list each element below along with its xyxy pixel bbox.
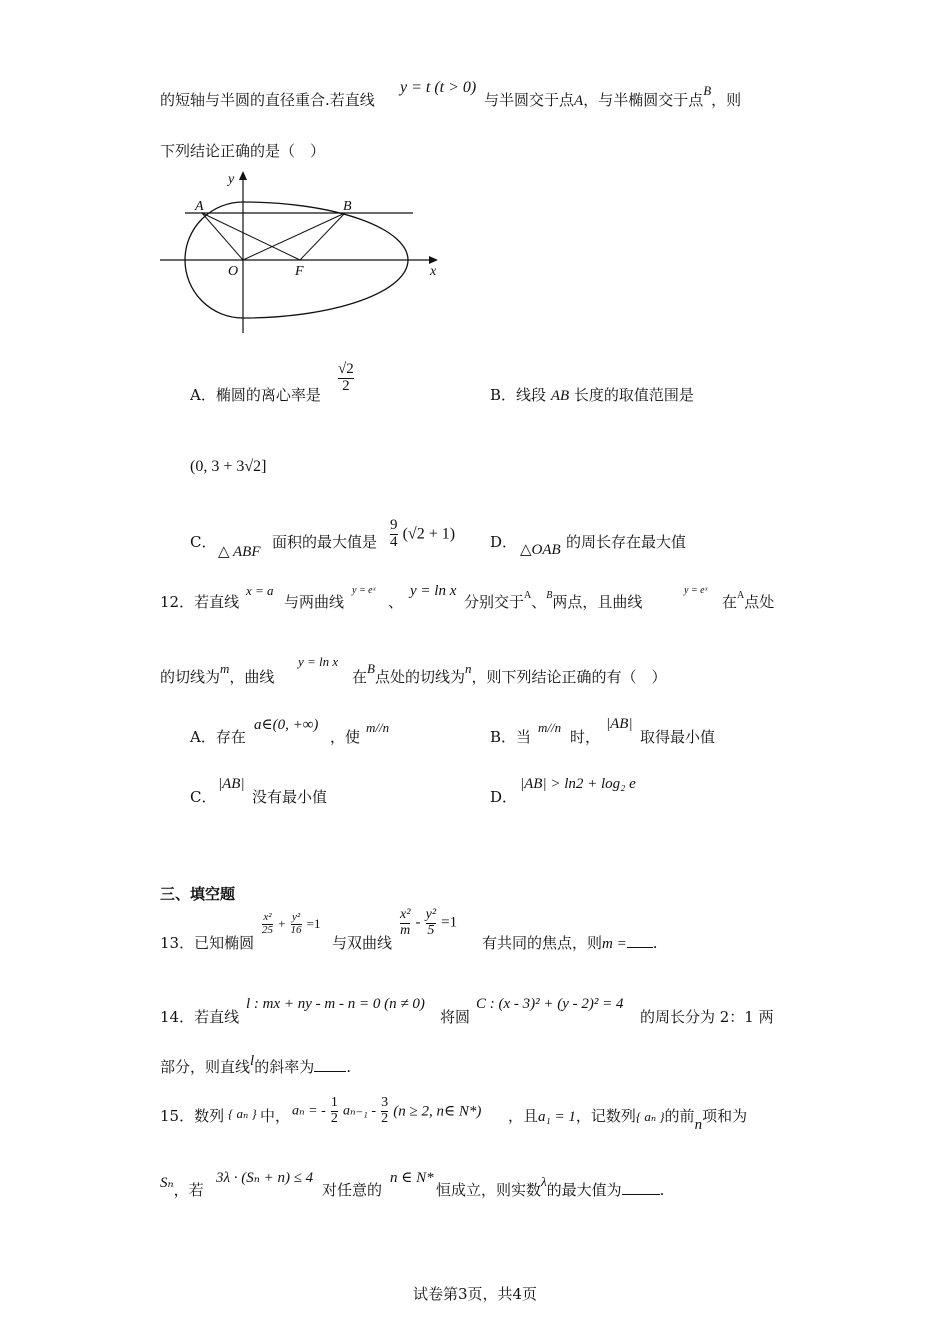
ellipse-figure [155,165,455,340]
q12-option-a-eq: a∈(0, +∞) [254,717,319,733]
q12-eq-ln: y = ln x [410,583,457,599]
q12-line2: 的切线为m，曲线 [160,661,275,686]
q11-option-d-tri: △OAB [520,542,561,558]
q15-l2b: 对任意的 [322,1181,383,1199]
q12-option-b-mid: 时， [570,728,601,746]
q15-t1: 中， [260,1107,291,1125]
q12-option-c-abs: |AB| [218,776,245,792]
q15-line2: Sₙ，若 [160,1175,204,1199]
q11-option-c-text: 面积的最大值是 [272,533,378,551]
q12-t1: 与两曲线 [284,593,345,611]
q11-option-a: A．椭圆的离心率是 [190,386,321,404]
q12-option-b-abs: |AB| [606,716,633,732]
q15-l2c: 恒成立，则实数λ的最大值为 . [436,1174,665,1199]
q14-t1: 将圆 [440,1008,471,1026]
q11-line1-tail: 与半圆交于点A，与半椭圆交于点B，则 [484,83,742,109]
q12-option-a: A．存在 [190,728,246,746]
label-y: y [228,172,235,187]
q15-ineq: 3λ · (Sₙ + n) ≤ 4 [216,1170,314,1186]
q13-ellipse-eq: $\frac{\text{x²}}{25}$ + $\frac{\text{y²}}{16}$ =1 [262,911,321,936]
segment-ao [202,213,243,260]
q14-t2: 的周长分为 2：1 两 [640,1008,774,1026]
section-title: 三、填空题 [160,885,236,903]
q12-t3: 分别交于$^A$、$^B$两点，且曲线 [464,590,643,611]
q14-line2: 部分，则直线l的斜率为 . [160,1053,351,1076]
q13-t1: 与双曲线 [332,934,393,952]
q14-num: 14．若直线 [160,1008,240,1026]
label-x: x [430,264,437,279]
q15-t2: ，且a₁ = 1，记数列{ aₙ }的前n项和为 [508,1107,748,1133]
q11-option-c-tri: △ ABF [218,544,261,560]
q12-option-d-eq: |AB| > ln2 + log₂ e [520,776,636,792]
label-b: B [343,199,352,214]
q12-option-a-mid: ，使 [330,728,361,746]
segment-af [202,213,300,260]
q12-line1: 12．若直线 [160,593,240,611]
q11-option-d-text: 的周长存在最大值 [566,533,687,551]
q11-question: 下列结论正确的是（ ） [160,142,326,160]
page-footer: 试卷第3页，共4页 [412,1285,538,1303]
label-f: F [295,264,304,279]
q15-ncond: n ∈ N* [390,1170,434,1186]
label-a: A [195,199,204,214]
q11-option-d: D． [490,533,518,551]
q12-line2-tail: 在B点处的切线为n，则下列结论正确的有（ ） [352,661,667,686]
q12-t2: 、 [388,593,404,611]
y-axis-arrow [239,171,247,180]
q14-circle-eq: C : (x - 3)² + (y - 2)² = 4 [476,996,624,1012]
q15-recurrence: aₙ = - $\frac{1}{2}$ aₙ₋₁ - $\frac{3}{2}$ (n ≥ 2, n∈ N*) [292,1095,482,1126]
q12-option-c: C． [190,788,217,806]
q13-t2: 有共同的焦点，则m = . [482,934,658,952]
q12-option-a-par: m//n [366,720,390,735]
q15-seq: { aₙ } [228,1106,257,1121]
q12-option-d: D． [490,788,518,806]
q14-line-eq: l : mx + ny - m - n = 0 (n ≠ 0) [246,996,425,1012]
q12-option-b: B．当 [490,728,532,746]
q15-num: 15．数列 [160,1107,225,1125]
q15-answer-blank [622,1180,660,1195]
q13-num: 13．已知椭圆 [160,934,255,952]
x-axis-arrow [429,256,438,264]
q12-t6: 在$^A$点处 [722,590,775,611]
q11-option-b-range: (0, 3 + 3√2] [190,458,267,475]
q12-option-b-par: m//n [538,720,562,735]
label-o: O [228,264,239,279]
q12-option-b-text: 取得最小值 [640,728,716,746]
q12-option-c-text: 没有最小值 [252,788,328,806]
q12-eq-exp2: y = eˣ [684,585,708,596]
q11-line1: 的短轴与半圆的直径重合.若直线 [160,91,375,109]
q11-option-b: B．线段 AB 长度的取值范围是 [490,386,694,404]
segment-bo [243,213,345,260]
q12-eq-exp: y = eˣ [352,585,376,596]
q11-line-eq: y = t (t > 0) [400,79,477,96]
q13-hyperbola-eq: $\frac{\text{x²}}{m}$ - $\frac{\text{y²}}{5}$ =1 [400,907,458,938]
segment-bf [300,213,345,260]
q12-eq-ln2: y = ln x [298,654,339,669]
q11-option-a-frac: $\frac{√2}{2}$ [338,361,354,394]
q12-eq-xa: x = a [246,583,274,598]
q11-option-c-value: $\frac{9}{4}$ (√2 + 1) [390,517,456,550]
q13-answer-blank [627,933,653,948]
q14-answer-blank [314,1057,346,1072]
q11-option-c: C． [190,533,217,551]
